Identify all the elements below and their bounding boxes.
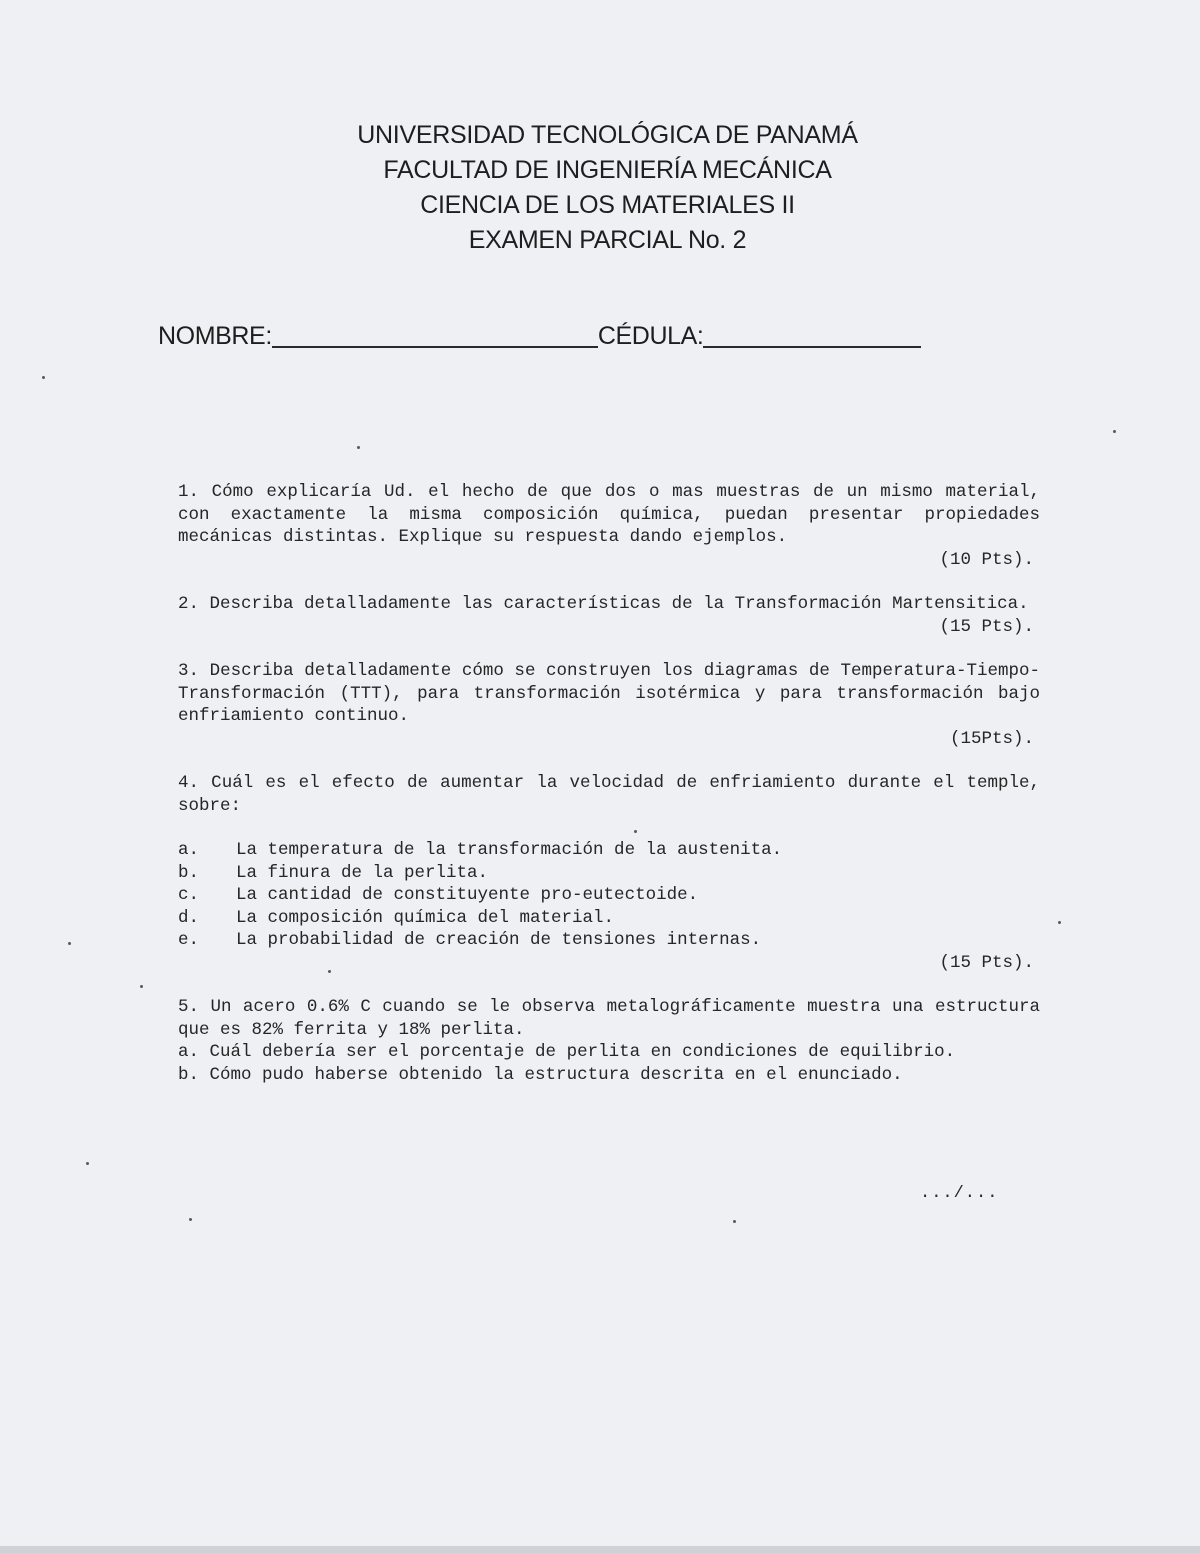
questions-section <box>178 481 1040 1108</box>
question-4 <box>178 772 1040 974</box>
option-text: La probabilidad de creación de tensiones internas. <box>236 930 762 950</box>
scan-speck <box>1058 921 1061 924</box>
option-letter: a. <box>178 840 200 860</box>
university-name: UNIVERSIDAD TECNOLÓGICA DE PANAMÁ <box>357 121 858 149</box>
question-3-text: 3. Describa detalladamente cómo se construyen los diagramas de Temperatura-Tiempo-Transformación (TTT), para transformación isotérmica y para transformación bajo enfriamiento continuo. <box>178 661 1040 726</box>
scan-speck <box>634 830 637 833</box>
question-4-option <box>178 839 1040 862</box>
option-letter: d. <box>178 907 200 928</box>
scan-speck <box>86 1162 89 1165</box>
student-id-line <box>158 318 921 351</box>
question-4-intro: 4. Cuál es el efecto de aumentar la velocidad de enfriamiento durante el temple, sobre: <box>178 773 1040 816</box>
question-5 <box>178 996 1040 1086</box>
option-letter: b. <box>178 862 200 883</box>
option-text: La composición química del material. <box>236 907 615 928</box>
question-3-points: (15Pts). <box>949 728 1034 749</box>
scan-speck <box>189 1218 192 1221</box>
question-1-points: (10 Pts). <box>939 549 1034 570</box>
scan-speck <box>42 376 45 379</box>
id-blank[interactable] <box>703 318 921 348</box>
option-letter: e. <box>178 930 200 950</box>
option-letter: c. <box>178 885 200 905</box>
question-4-points: (15 Pts). <box>939 952 1034 973</box>
question-5-part-b: b. Cómo pudo haberse obtenido la estructura descrita en el enunciado. <box>178 1064 903 1085</box>
question-2-text: 2. Describa detalladamente las características de la Transformación Martensitica. <box>178 594 1029 614</box>
question-4-option <box>178 929 1040 952</box>
question-3 <box>178 660 1040 750</box>
course-name: CIENCIA DE LOS MATERIALES II <box>420 191 795 219</box>
continuation-mark: .../... <box>920 1184 999 1203</box>
question-4-option <box>178 907 1040 930</box>
option-text: La temperatura de la transformación de la austenita. <box>236 840 783 860</box>
question-5-intro: 5. Un acero 0.6% C cuando se le observa metalográficamente muestra una estructura que es 82% ferrita y 18% perlita. <box>178 997 1040 1040</box>
scan-speck <box>357 446 360 449</box>
question-1-text: 1. Cómo explicaría Ud. el hecho de que dos o mas muestras de un mismo material, con exactamente la misma composición química, puedan presentar propiedades mecánicas distintas. Explique su respuesta dando ejemplos. <box>178 482 1040 547</box>
option-text: La cantidad de constituyente pro-eutectoide. <box>236 885 699 905</box>
question-4-option <box>178 862 1040 885</box>
scan-bottom-edge <box>0 1546 1200 1553</box>
question-4-option <box>178 884 1040 907</box>
question-5-part-a: a. Cuál debería ser el porcentaje de perlita en condiciones de equilibrio. <box>178 1042 956 1062</box>
name-label: NOMBRE: <box>158 322 272 350</box>
scan-speck <box>68 942 71 945</box>
exam-title: EXAMEN PARCIAL No. 2 <box>468 226 747 254</box>
scan-speck <box>1113 430 1116 433</box>
scan-speck <box>328 970 331 973</box>
faculty-name: FACULTAD DE INGENIERÍA MECÁNICA <box>383 156 832 184</box>
question-1 <box>178 481 1040 571</box>
scan-speck <box>733 1220 736 1223</box>
scan-speck <box>140 985 143 988</box>
id-label: CÉDULA: <box>597 322 704 350</box>
name-blank[interactable] <box>272 318 598 348</box>
option-text: La finura de la perlita. <box>236 862 489 883</box>
question-2-points: (15 Pts). <box>939 616 1034 637</box>
exam-header <box>0 118 1200 258</box>
question-2 <box>178 593 1040 638</box>
